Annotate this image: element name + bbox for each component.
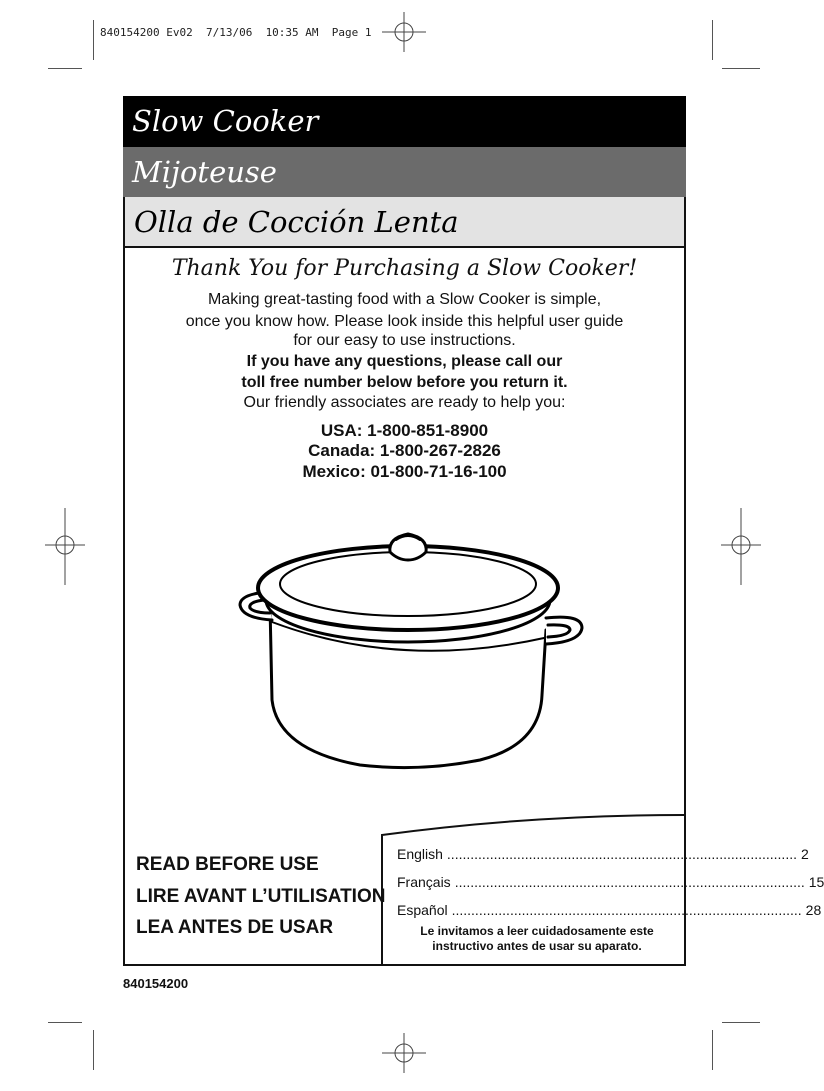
- intro-bold-1: If you have any questions, please call our: [246, 353, 563, 370]
- toc-page: 28: [805, 902, 822, 918]
- toc-leader: ..........................................................................................: [451, 902, 802, 918]
- toc-row-spanish[interactable]: [397, 902, 822, 918]
- thank-you-heading: Thank You for Purchasing a Slow Cooker!: [171, 256, 638, 281]
- toc-page: 15: [808, 874, 824, 890]
- read-before-use-es: LEA ANTES DE USAR: [136, 917, 334, 938]
- slow-cooker-illustration: [230, 510, 590, 780]
- read-before-use-en: READ BEFORE USE: [136, 854, 319, 875]
- phone-canada: Canada: 1-800-267-2826: [308, 441, 501, 460]
- read-before-use-fr: LIRE AVANT L’UTILISATION: [136, 886, 386, 907]
- product-code: 840154200: [123, 976, 189, 991]
- toc-note-line-2: instructivo antes de usar su aparato.: [432, 939, 642, 953]
- toc-label: English: [397, 846, 443, 862]
- phone-mexico: Mexico: 01-800-71-16-100: [302, 462, 507, 481]
- print-header: 840154200 Ev02 7/13/06 10:35 AM Page 1: [100, 26, 372, 39]
- toc-note-line-1: Le invitamos a leer cuidadosamente este: [420, 924, 654, 938]
- toc-row-french[interactable]: [397, 874, 824, 890]
- intro-line-3: for our easy to use instructions.: [293, 332, 516, 349]
- phone-usa: USA: 1-800-851-8900: [320, 421, 489, 440]
- intro-bold-2: toll free number below before you return it.: [241, 374, 568, 391]
- toc-leader: ..........................................................................................: [454, 874, 805, 890]
- toc-row-english[interactable]: [397, 846, 809, 862]
- intro-line-1: Making great-tasting food with a Slow Cooker is simple,: [207, 291, 602, 308]
- title-english: Slow Cooker: [123, 96, 686, 147]
- toc-label: Français: [397, 874, 451, 890]
- toc-page: 2: [801, 846, 809, 862]
- intro-line-4: Our friendly associates are ready to help you:: [243, 394, 566, 411]
- toc-label: Español: [397, 902, 448, 918]
- title-french: Mijoteuse: [123, 147, 686, 197]
- title-spanish: Olla de Cocción Lenta: [123, 197, 686, 248]
- toc-leader: ..........................................................................................: [446, 846, 797, 862]
- intro-line-2: once you know how. Please look inside this helpful user guide: [185, 313, 624, 330]
